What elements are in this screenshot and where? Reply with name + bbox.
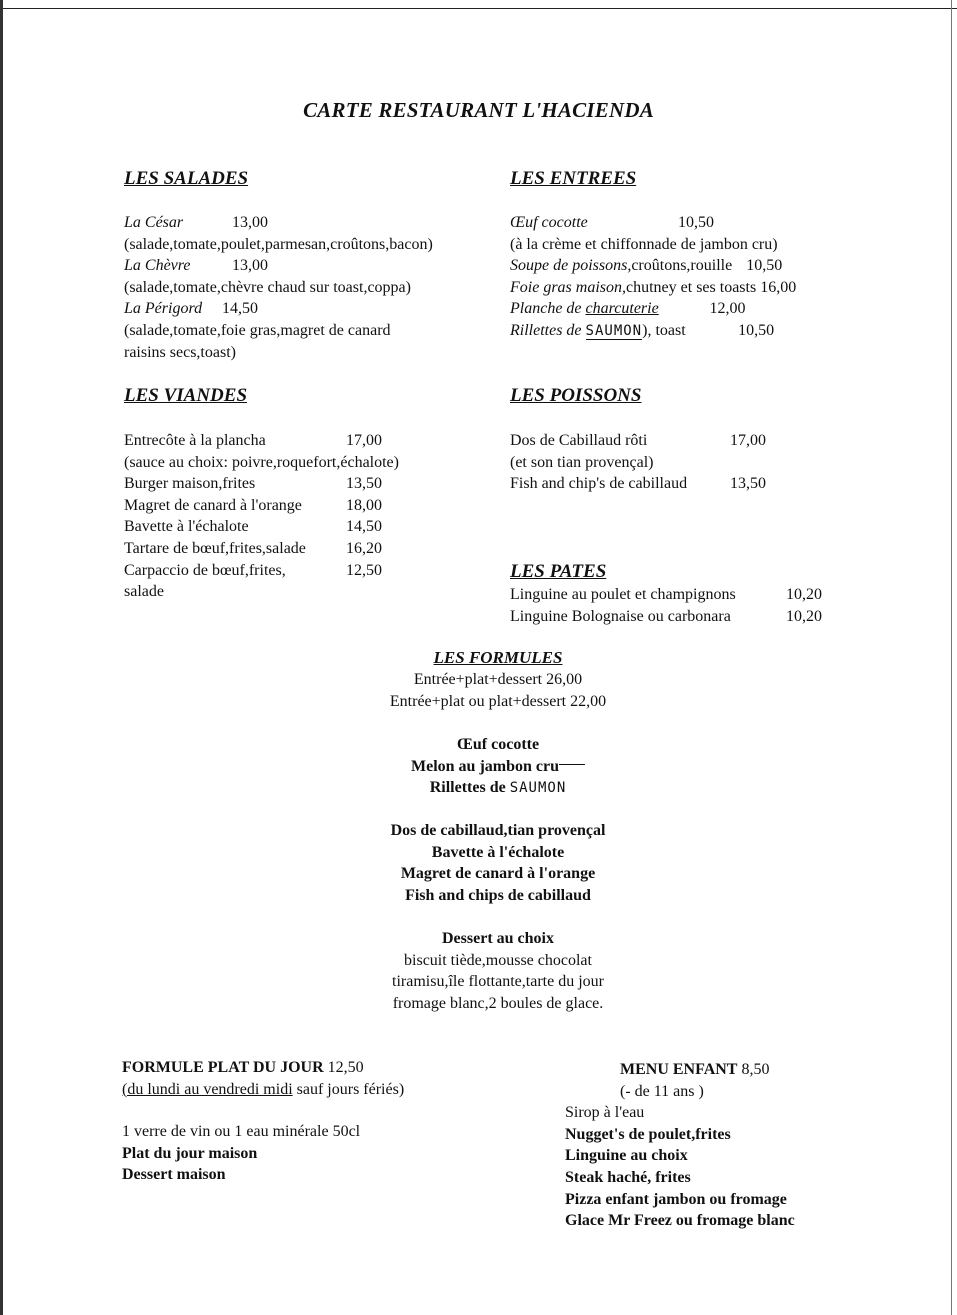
salade-item-cesar (124, 212, 494, 234)
dessert-title: Dessert au choix (442, 930, 554, 947)
plat-du-jour-days: (du lundi au vendredi midi (122, 1080, 293, 1098)
salade-name: La Chèvre (124, 257, 191, 275)
spacer (122, 1100, 502, 1121)
plat-du-jour-exception: sauf jours fériés) (292, 1080, 405, 1098)
poisson-price: 13,50 (730, 475, 766, 493)
pates-item (510, 584, 870, 606)
formule-plat: Magret de canard à l'orange (400, 865, 596, 883)
menu-enfant-age: (- de 11 ans ) (620, 1082, 704, 1100)
entree-item-oeuf (510, 212, 930, 234)
formule-line: Entrée+plat ou plat+dessert 22,00 (389, 692, 607, 710)
viande-item (124, 473, 484, 495)
entree-item-planche (510, 298, 930, 320)
pates-heading: LES PATES (510, 561, 607, 582)
dessert-line: fromage blanc,2 boules de glace. (392, 994, 604, 1012)
entree-name: Soupe de poissons, (510, 257, 632, 275)
poisson-item (510, 452, 870, 474)
viande-price: 18,00 (346, 496, 382, 514)
poisson-price: 17,00 (730, 432, 766, 449)
formule-line: Entrée+plat+dessert 26,00 (413, 671, 583, 688)
entree-item-rillettes (510, 320, 930, 343)
viande-item (124, 452, 484, 474)
salade-price: 13,00 (232, 214, 268, 231)
formules-plats (0, 820, 957, 906)
pates-price: 10,20 (786, 586, 822, 603)
formule-entree (0, 777, 957, 800)
formules-entrees (0, 734, 957, 800)
poissons-list (510, 430, 870, 495)
formule-entree-text: Melon au jambon cru (411, 757, 559, 775)
plat-du-jour-price: 12,50 (327, 1059, 364, 1076)
poisson-item (510, 473, 870, 495)
viande-item (124, 495, 484, 517)
entree-price: 10,50 (678, 214, 714, 231)
salade-desc: (salade,tomate,chèvre chaud sur toast,coppa) (124, 278, 411, 296)
viande-item (124, 560, 484, 582)
handwritten-saumon: SAUMON (585, 322, 643, 339)
entree-name: Œuf cocotte (510, 214, 588, 231)
viande-item (124, 516, 484, 538)
menu-enfant-title (565, 1059, 865, 1081)
salade-name: La César (124, 214, 184, 231)
plat-du-jour-note (122, 1079, 502, 1101)
pates-price: 10,20 (786, 607, 822, 625)
salade-item-perigord (124, 298, 494, 320)
entree-detail: ), toast (642, 321, 686, 339)
salade-price: 13,00 (232, 257, 268, 275)
entree-price: 10,50 (746, 257, 783, 275)
menu-enfant-label: MENU ENFANT (620, 1061, 738, 1078)
entree-price: 10,50 (738, 321, 775, 339)
salades-heading: LES SALADES (124, 168, 249, 189)
viande-name: salade (124, 583, 164, 601)
page-title: CARTE RESTAURANT L'HACIENDA (303, 98, 654, 122)
handwritten-saumon: SAUMON (509, 780, 567, 797)
dessert-line: biscuit tiède,mousse chocolat (404, 951, 592, 969)
menu-enfant-line: Linguine au choix (565, 1147, 688, 1165)
formule-plat: Fish and chips de cabillaud (405, 886, 591, 904)
viande-name: Entrecôte à la plancha (124, 432, 266, 449)
formule-plat: Bavette à l'échalote (431, 843, 565, 861)
entree-name: Foie gras maison, (510, 278, 626, 296)
handwritten-underline (559, 764, 585, 765)
plat-du-jour-line: Dessert maison (122, 1166, 226, 1184)
salade-name: La Périgord (124, 300, 203, 318)
viande-name: Magret de canard à l'orange (124, 496, 302, 514)
viande-name: Burger maison,frites (124, 475, 256, 493)
entree-detail: chutney et ses toasts (626, 278, 757, 296)
formules-prices (0, 669, 957, 712)
menu-enfant-line: Pizza enfant jambon ou fromage (565, 1190, 787, 1208)
entree-desc: (à la crème et chiffonnade de jambon cru) (510, 235, 778, 253)
viande-price: 13,50 (346, 475, 382, 493)
plat-du-jour (122, 1057, 502, 1186)
poisson-name: Dos de Cabillaud rôti (510, 432, 648, 449)
salade-desc: (salade,tomate,poulet,parmesan,croûtons,bacon) (124, 235, 433, 253)
scan-border-top (0, 8, 957, 9)
entree-price: 12,00 (709, 300, 746, 318)
formules-desserts (0, 928, 957, 1014)
entrees-heading: LES ENTREES (510, 168, 637, 189)
viande-item (124, 538, 484, 560)
menu-enfant-line: Sirop à l'eau (565, 1104, 645, 1122)
viande-price: 17,00 (346, 432, 382, 449)
plat-du-jour-label: FORMULE PLAT DU JOUR (122, 1059, 324, 1076)
entree-detail: charcuterie (585, 300, 659, 318)
entree-price: 16,00 (760, 278, 797, 296)
viande-item (124, 581, 484, 603)
viande-name: Tartare de bœuf,frites,salade (124, 539, 306, 557)
salade-item-chevre (124, 255, 494, 277)
formule-entree: Œuf cocotte (456, 736, 540, 753)
menu-enfant-price: 8,50 (741, 1061, 770, 1078)
poisson-name: (et son tian provençal) (510, 453, 654, 471)
formule-entree (0, 756, 957, 778)
poisson-name: Fish and chip's de cabillaud (510, 475, 688, 493)
menu-enfant-line: Glace Mr Freez ou fromage blanc (565, 1212, 795, 1230)
viande-name: Carpaccio de bœuf,frites, (124, 561, 286, 579)
salades-list (124, 212, 494, 363)
salade-desc-continued: raisins secs,toast) (124, 343, 236, 361)
plat-du-jour-title (122, 1057, 502, 1079)
salade-price: 14,50 (222, 300, 258, 318)
viande-name: (sauce au choix: poivre,roquefort,échalote) (124, 453, 399, 471)
formule-plat: Dos de cabillaud,tian provençal (390, 822, 606, 839)
viande-item (124, 430, 484, 452)
pates-name: Linguine Bolognaise ou carbonara (510, 607, 731, 625)
dessert-line: tiramisu,île flottante,tarte du jour (392, 973, 604, 991)
salade-desc: (salade,tomate,foie gras,magret de canard (124, 321, 391, 339)
entree-name: Planche de (510, 300, 586, 318)
pates-item (510, 606, 870, 628)
plat-du-jour-line: Plat du jour maison (122, 1144, 258, 1162)
entree-item-foie-gras (510, 277, 930, 299)
pates-name: Linguine au poulet et champignons (510, 586, 736, 603)
viande-price: 14,50 (346, 518, 382, 536)
pates-list (510, 584, 870, 627)
plat-du-jour-line: 1 verre de vin ou 1 eau minérale 50cl (122, 1123, 361, 1141)
menu-enfant-line: Nugget's de poulet,frites (565, 1125, 731, 1143)
entree-item-soupe (510, 255, 930, 277)
viande-price: 16,20 (346, 539, 382, 557)
entree-name: Rillettes de (510, 321, 586, 339)
viande-price: 12,50 (346, 561, 382, 579)
formules-heading: LES FORMULES (433, 648, 563, 667)
formule-entree-text: Rillettes de (429, 779, 506, 797)
entrees-list (510, 212, 930, 343)
entree-detail: croûtons,rouille (631, 257, 733, 275)
menu-enfant (565, 1059, 865, 1232)
poissons-heading: LES POISSONS (510, 385, 642, 406)
viandes-heading: LES VIANDES (124, 385, 248, 406)
viandes-list (124, 430, 484, 603)
menu-enfant-line: Steak haché, frites (565, 1168, 691, 1186)
viande-name: Bavette à l'échalote (124, 518, 249, 536)
poisson-item (510, 430, 870, 452)
